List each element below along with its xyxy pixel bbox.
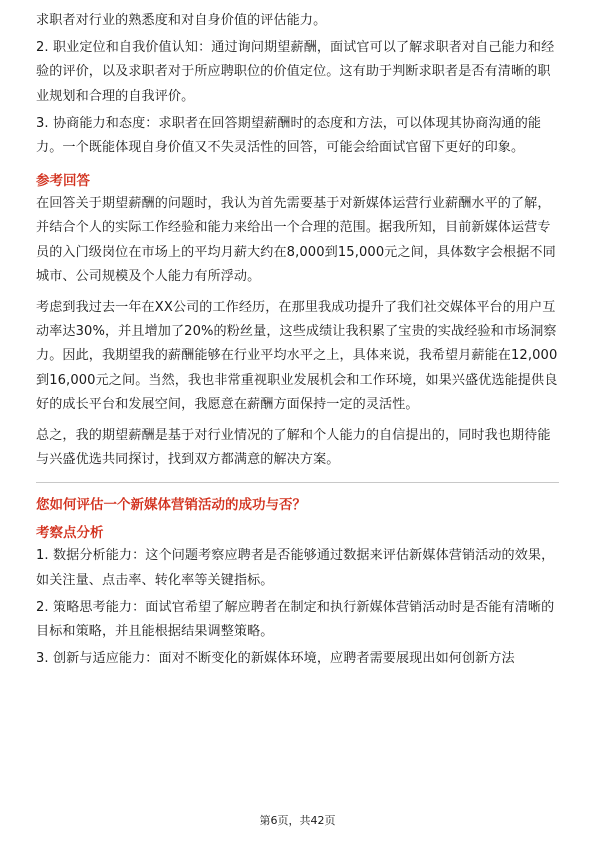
question-title: 您如何评估一个新媒体营销活动的成功与否？ xyxy=(36,497,306,514)
reference-paragraph-2: 考虑到我过去一年在XX公司的工作经历，在那里我成功提升了我们社交媒体平台的用户互动率达30%，并且增加了20%的粉丝量，这些成绩让我积累了宝贵的实战经验和市场洞察力。因此，我期望我的薪酬能够在行业平均水平之上，具体来说，我希望月薪能在12,000到16,000元之间。当然，我也非常重视职业发展机会和工作环境，如果兴盛优选能提供良好的成长平台和发展空间，我愿意在薪酬方面保持一定的灵活性。 xyxy=(36,300,558,412)
page-number: 第6页，共42页 xyxy=(259,814,336,827)
analysis-item-3: 3. 协商能力和态度：求职者在回答期望薪酬时的态度和方法，可以体现其协商沟通的能力。一个既能体现自身价值又不失灵活性的回答，可能会给面试官留下更好的印象。 xyxy=(36,115,542,156)
analysis-item-1-end: 求职者对行业的熟悉度和对自身价值的评估能力。 xyxy=(36,13,327,28)
document-page xyxy=(36,9,559,671)
analysis-item-2: 2. 职业定位和自我价值认知：通过询问期望薪酬，面试官可以了解求职者对自己能力和经验的评价，以及求职者对于所应聘职位的价值定位。这有助于判断求职者是否有清晰的职业规划和合理的自我评价。 xyxy=(36,40,555,104)
question-analysis-item-1: 1. 数据分析能力：这个问题考察应聘者是否能够通过数据来评估新媒体营销活动的效果，如关注量、点击率、转化率等关键指标。 xyxy=(36,548,555,588)
reference-answer-heading: 参考回答 xyxy=(36,173,90,190)
reference-paragraph-1: 在回答关于期望薪酬的问题时，我认为首先需要基于对新媒体运营行业薪酬水平的了解，并结合个人的实际工作经验和能力来给出一个合理的范围。据我所知，目前新媒体运营专员的入门级岗位在市场上的平均月薪大约在8,000到15,000元之间，具体数字会根据不同城市、公司规模及个人能力有所浮动。 xyxy=(36,196,556,284)
reference-paragraph-3: 总之，我的期望薪酬是基于对行业情况的了解和个人能力的自信提出的，同时我也期待能与兴盛优选共同探讨，找到双方都满意的解决方案。 xyxy=(36,428,551,468)
section-divider xyxy=(36,482,559,483)
question-analysis-item-2: 2. 策略思考能力：面试官希望了解应聘者在制定和执行新媒体营销活动时是否能有清晰的目标和策略，并且能根据结果调整策略。 xyxy=(36,599,555,640)
question-analysis-item-3: 3. 创新与适应能力：面对不断变化的新媒体环境，应聘者需要展现出如何创新方法 xyxy=(36,651,515,667)
analysis-heading: 考察点分析 xyxy=(36,525,104,542)
